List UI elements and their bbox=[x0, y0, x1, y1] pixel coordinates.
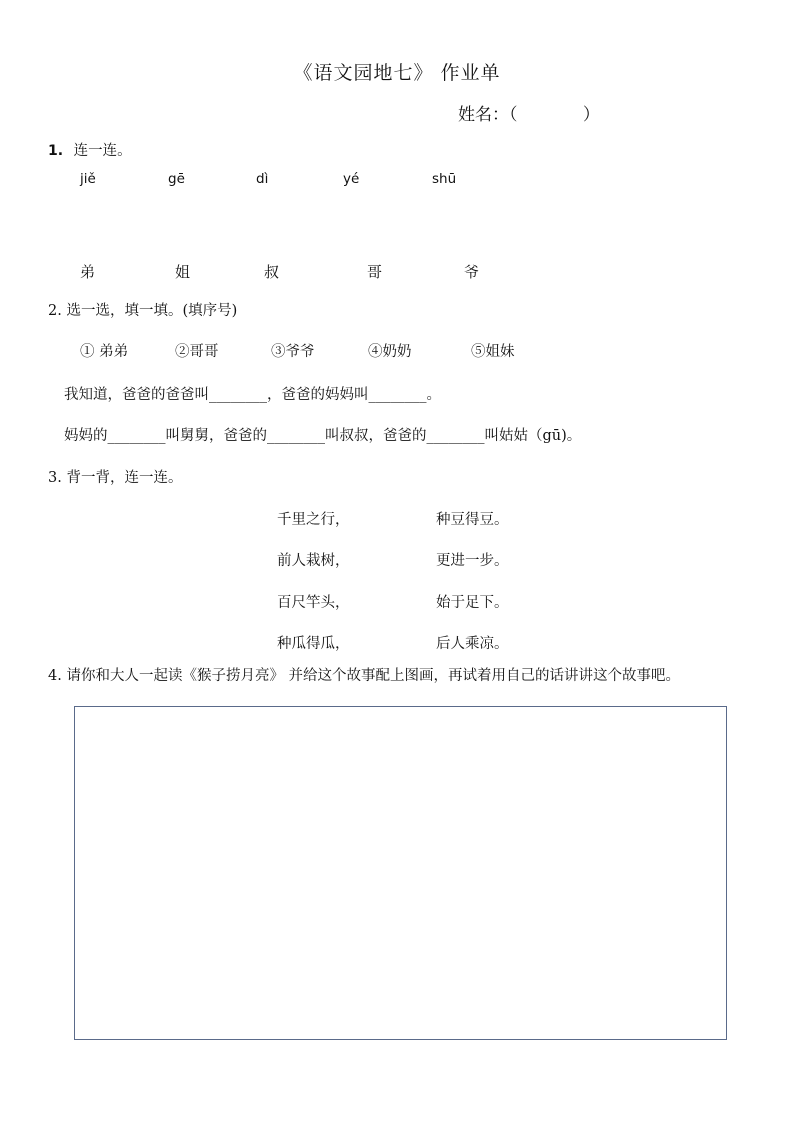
question-2-prompt: 2. 选一选，填一填。(填序号) bbox=[48, 303, 238, 319]
drawing-box[interactable] bbox=[74, 706, 727, 1040]
poem-left-line: 种瓜得瓜， bbox=[277, 636, 350, 652]
option-item: ④奶奶 bbox=[368, 344, 412, 360]
poem-right-line: 种豆得豆。 bbox=[436, 512, 509, 528]
character-item: 叔 bbox=[264, 263, 280, 281]
fill-blank-line-2: 妈妈的________叫舅舅，爸爸的________叫叔叔，爸爸的________叫姑姑（gū)。 bbox=[64, 428, 582, 444]
character-item: 弟 bbox=[80, 263, 96, 281]
pinyin-item: gē bbox=[168, 171, 185, 187]
poem-right-line: 始于足下。 bbox=[436, 595, 509, 611]
option-item: ②哥哥 bbox=[175, 344, 219, 360]
question-1-prompt: 连一连。 bbox=[73, 143, 132, 159]
poem-left-line: 千里之行， bbox=[277, 512, 350, 528]
pinyin-item: yé bbox=[343, 171, 360, 187]
character-item: 哥 bbox=[367, 263, 383, 281]
character-item: 姐 bbox=[175, 263, 191, 281]
pinyin-item: dì bbox=[256, 171, 269, 187]
fill-blank-line-1: 我知道，爸爸的爸爸叫________，爸爸的妈妈叫________。 bbox=[64, 387, 441, 403]
poem-left-line: 百尺竿头， bbox=[277, 595, 350, 611]
option-item: ③爷爷 bbox=[271, 344, 315, 360]
pinyin-item: jiě bbox=[80, 171, 96, 187]
poem-right-line: 后人乘凉。 bbox=[436, 636, 509, 652]
pinyin-item: shū bbox=[432, 171, 457, 187]
question-3-prompt: 3. 背一背，连一连。 bbox=[48, 470, 183, 486]
poem-right-line: 更进一步。 bbox=[436, 553, 509, 569]
question-1-number: 1. bbox=[48, 143, 64, 159]
page-title: 《语文园地七》 作业单 bbox=[293, 62, 501, 84]
question-4-prompt: 4. 请你和大人一起读《猴子捞月亮》 并给这个故事配上图画，再试着用自己的话讲讲这个故事吧。 bbox=[48, 668, 681, 684]
question-1-heading bbox=[48, 139, 132, 160]
character-item: 爷 bbox=[464, 263, 480, 281]
poem-left-line: 前人栽树， bbox=[277, 553, 350, 569]
name-field-label: 姓名：（ ） bbox=[458, 105, 600, 125]
option-item: ① 弟弟 bbox=[80, 344, 129, 360]
option-item: ⑤姐妹 bbox=[471, 344, 515, 360]
